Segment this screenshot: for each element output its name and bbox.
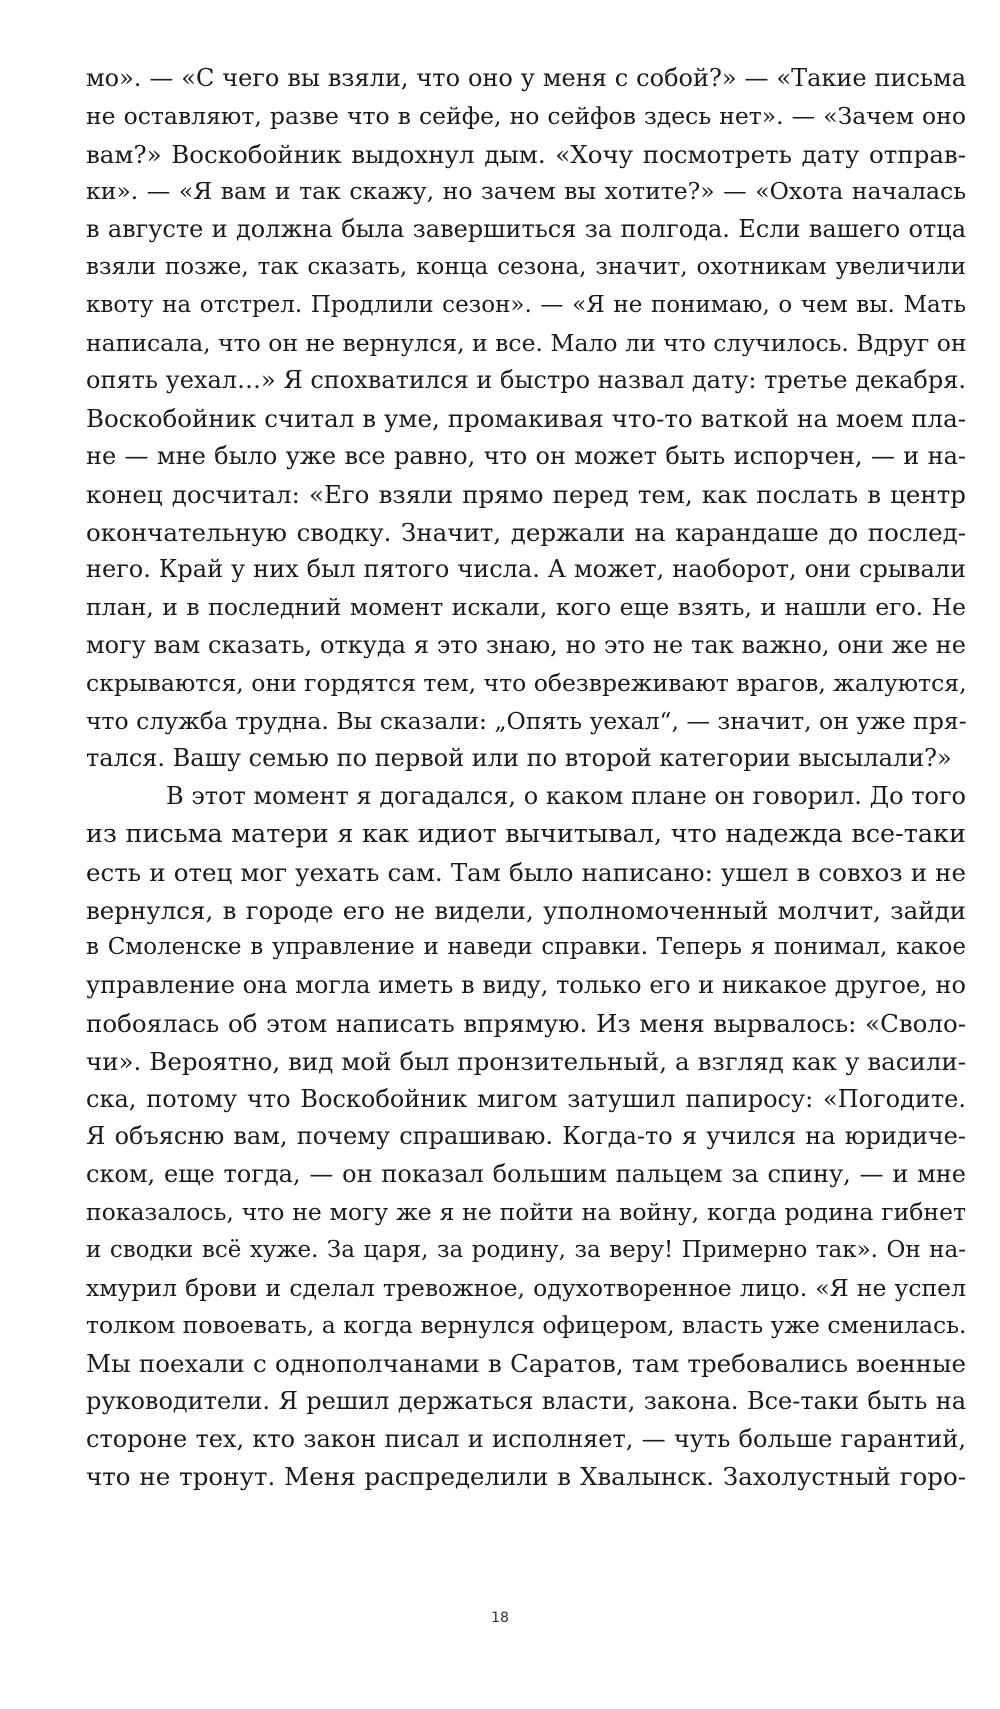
text-line: скрываются, они гордятся тем, что обезвреживают врагов, жалуются, xyxy=(86,668,967,697)
text-line: управление она могла иметь в виду, только его и никакое другое, но xyxy=(86,971,966,1000)
text-line: хмурил брови и сделал тревожное, одухотворенное лицо. «Я не успел xyxy=(86,1273,966,1302)
text-line: в августе и должна была завершиться за полгода. Если вашего отца xyxy=(86,215,966,244)
text-line: показалось, что не могу же я не пойти на войну, когда родина гибнет xyxy=(86,1197,966,1226)
text-line: могу вам сказать, откуда я это знаю, но это не так важно, они же не xyxy=(86,630,966,659)
text-line: и сводки всё хуже. За царя, за родину, за веру! Примерно так». Он на- xyxy=(86,1236,966,1263)
text-line: опять уехал…» Я спохватился и быстро назвал дату: третье декабря. xyxy=(86,366,966,395)
text-line: квоту на отстрел. Продлили сезон». — «Я не понимаю, о чем вы. Мать xyxy=(86,291,966,318)
text-line: не — мне было уже все равно, что он может быть испорчен, — и на- xyxy=(86,441,966,470)
text-line: вернулся, в городе его не видели, уполномоченный молчит, зайди xyxy=(86,895,966,925)
text-line: написала, что он не вернулся, и все. Мало ли что случилось. Вдруг он xyxy=(86,328,967,357)
paragraph-first-line: В этот момент я догадался, о каком плане он говорил. До того xyxy=(166,782,966,811)
page-number: 18 xyxy=(491,1610,509,1626)
text-line: мо». — «С чего вы взяли, что оно у меня с собой?» — «Такие письма xyxy=(86,64,966,92)
text-line: стороне тех, кто закон писал и исполняет, — чуть больше гарантий, xyxy=(86,1424,966,1453)
paragraph-last-line: тался. Вашу семью по первой или по второй категории высылали?» xyxy=(86,744,952,773)
text-line: руководители. Я решил держаться власти, закона. Все-таки быть на xyxy=(86,1386,966,1415)
text-line: не оставляют, разве что в сейфе, но сейфов здесь нет». — «Зачем оно xyxy=(86,101,966,130)
body-text xyxy=(86,60,966,1496)
text-line: конец досчитал: «Его взяли прямо перед тем, как послать в центр xyxy=(86,479,966,509)
text-line: него. Край у них был пятого числа. А может, наоборот, они срывали xyxy=(86,555,966,584)
text-line: ском, еще тогда, — он показал большим пальцем за спину, — и мне xyxy=(86,1160,966,1189)
text-line: Мы поехали с однополчанами в Саратов, там требовались военные xyxy=(86,1349,966,1379)
text-line: толком повоевать, а когда вернулся офицером, власть уже сменилась. xyxy=(86,1311,967,1340)
text-line: что служба трудна. Вы сказали: „Опять уехал“, — значит, он уже пря- xyxy=(86,706,967,735)
text-line: взяли позже, так сказать, конца сезона, значит, охотникам увеличили xyxy=(86,253,966,280)
text-line: окончательную сводку. Значит, держали на карандаше до послед- xyxy=(86,517,966,547)
text-line: чи». Вероятно, вид мой был пронзительный, а взгляд как у васили- xyxy=(86,1046,966,1076)
text-line: побоялась об этом написать впрямую. Из меня вырвалось: «Своло- xyxy=(86,1008,966,1038)
text-line: Я объясню вам, почему спрашиваю. Когда-то я учился на юридиче- xyxy=(86,1122,966,1151)
text-line: есть и отец мог уехать сам. Там было написано: ушел в совхоз и не xyxy=(86,857,966,887)
text-line: ки». — «Я вам и так скажу, но зачем вы хотите?» — «Охота началась xyxy=(86,177,966,206)
text-line: план, и в последний момент искали, кого еще взять, и нашли его. Не xyxy=(86,593,966,622)
text-line: Воскобойник считал в уме, промакивая что-то ваткой на моем пла- xyxy=(86,404,966,434)
text-line: в Смоленске в управление и наведи справки. Теперь я понимал, какое xyxy=(86,934,966,961)
text-line: ска, потому что Воскобойник мигом затушил папиросу: «Погодите. xyxy=(86,1084,966,1113)
text-line: вам?» Воскобойник выдохнул дым. «Хочу посмотреть дату отправ- xyxy=(86,139,966,169)
text-line: из письма матери я как идиот вычитывал, что надежда все-таки xyxy=(86,818,966,849)
text-line: что не тронут. Меня распределили в Хвалынск. Захолустный горо- xyxy=(86,1462,966,1492)
